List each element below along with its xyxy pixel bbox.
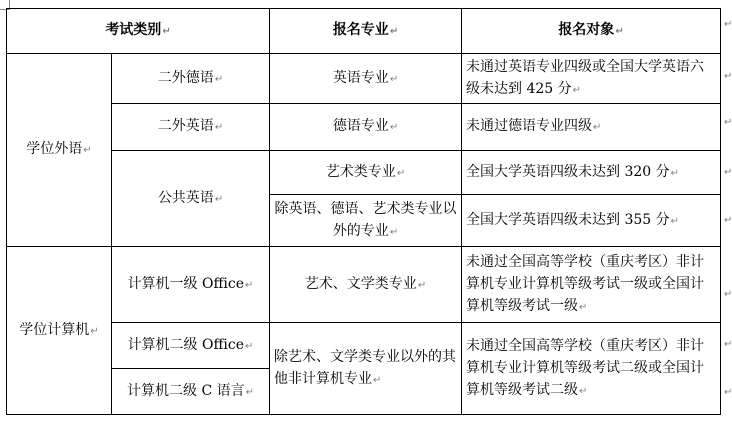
category-label: 学位外语	[26, 141, 83, 157]
paragraph-mark-icon: ↵	[572, 84, 582, 96]
major-label: 德语专业	[332, 118, 389, 134]
paragraph-mark-icon: ↵	[389, 226, 399, 238]
row-end-marks	[724, 0, 732, 427]
target-text: 未通过全国高等学校（重庆考区）非计算机专业计算机等级考试一级或全国计算机等级考试一级	[466, 253, 705, 314]
target-cell	[462, 54, 721, 104]
paragraph-mark-icon: ↵	[90, 325, 99, 337]
major-label: 艺术、文学类专业	[304, 275, 417, 292]
major-cell	[270, 54, 462, 104]
target-text: 全国大学英语四级未达到 320 分	[466, 163, 670, 180]
target-cell	[462, 195, 721, 247]
subcategory-label: 计算机二级 C 语言	[127, 382, 245, 399]
category-label: 学位计算机	[19, 321, 90, 338]
subcategory-cell	[112, 151, 270, 247]
target-text: 未通过全国高等学校（重庆考区）非计算机专业计算机等级考试二级或全国计算机等级考试二级	[466, 337, 705, 398]
subcategory-cell	[112, 323, 270, 369]
paragraph-mark-icon: ↵	[396, 167, 406, 179]
paragraph-mark-icon: ↵	[670, 215, 680, 227]
subcategory-label: 二外德语	[157, 69, 214, 86]
paragraph-mark-icon: ↵	[214, 73, 224, 85]
paragraph-mark-icon: ↵	[670, 167, 680, 179]
paragraph-mark-icon: ↵	[579, 301, 588, 313]
major-cell	[270, 104, 462, 151]
header-major: 报名专业	[332, 22, 389, 38]
paragraph-mark-icon: ↵	[389, 26, 399, 37]
paragraph-mark-icon: ↵	[373, 374, 382, 386]
table-row	[7, 151, 721, 195]
subcategory-cell	[112, 54, 270, 104]
row-end-mark-icon: ↵	[724, 289, 732, 300]
paragraph-mark-icon: ↵	[245, 386, 255, 398]
major-label: 除英语、德语、艺术类专业以外的专业	[274, 200, 457, 239]
target-text: 未通过德语专业四级	[466, 118, 593, 134]
subcategory-label: 公共英语	[157, 189, 214, 206]
header-target-cell	[462, 9, 721, 54]
paragraph-mark-icon: ↵	[389, 122, 399, 133]
header-category: 考试类别	[105, 22, 162, 38]
header-row	[7, 9, 721, 54]
row-end-mark-icon: ↵	[724, 117, 732, 128]
row-end-mark-icon: ↵	[724, 19, 732, 30]
paragraph-mark-icon: ↵	[214, 122, 224, 133]
header-category-cell	[7, 9, 270, 54]
subcategory-cell	[112, 369, 270, 415]
row-end-mark-icon: ↵	[724, 71, 732, 82]
subcategory-cell	[112, 247, 270, 323]
paragraph-mark-icon: ↵	[162, 26, 171, 37]
table-row	[7, 323, 721, 369]
table-row	[7, 104, 721, 151]
table-row	[7, 247, 721, 323]
row-end-mark-icon: ↵	[724, 167, 732, 178]
target-text: 未通过英语专业四级或全国大学英语六级未达到 425 分	[466, 58, 705, 97]
paragraph-mark-icon: ↵	[245, 279, 254, 291]
paragraph-mark-icon: ↵	[417, 279, 427, 291]
paragraph-mark-icon: ↵	[83, 145, 92, 156]
major-cell	[270, 247, 462, 323]
target-cell	[462, 247, 721, 323]
row-end-mark-icon: ↵	[724, 215, 732, 226]
major-label: 除艺术、文学类专业以外的其他非计算机专业	[274, 348, 457, 387]
category-cell-computer	[7, 247, 112, 415]
category-cell-foreign-language	[7, 54, 112, 247]
target-cell	[462, 323, 721, 415]
paragraph-mark-icon: ↵	[245, 340, 254, 352]
major-cell	[270, 151, 462, 195]
paragraph-mark-icon: ↵	[389, 73, 399, 85]
major-label: 英语专业	[332, 69, 389, 86]
subcategory-label: 二外英语	[157, 118, 214, 134]
header-major-cell	[270, 9, 462, 54]
subcategory-label: 计算机一级 Office	[127, 275, 245, 292]
major-label: 艺术类专业	[325, 163, 396, 180]
major-cell	[270, 195, 462, 247]
paragraph-mark-icon: ↵	[615, 26, 624, 37]
target-cell	[462, 104, 721, 151]
major-cell	[270, 323, 462, 415]
header-target: 报名对象	[558, 22, 615, 38]
target-text: 全国大学英语四级未达到 355 分	[466, 211, 670, 228]
exam-registration-table	[6, 8, 721, 415]
table-row	[7, 54, 721, 104]
paragraph-mark-icon: ↵	[579, 385, 588, 397]
subcategory-label: 计算机二级 Office	[127, 336, 245, 353]
row-end-mark-icon: ↵	[724, 339, 732, 350]
row-end-mark-icon: ↵	[724, 387, 732, 398]
paragraph-mark-icon: ↵	[214, 193, 224, 205]
subcategory-cell	[112, 104, 270, 151]
target-cell	[462, 151, 721, 195]
paragraph-mark-icon: ↵	[593, 122, 602, 133]
